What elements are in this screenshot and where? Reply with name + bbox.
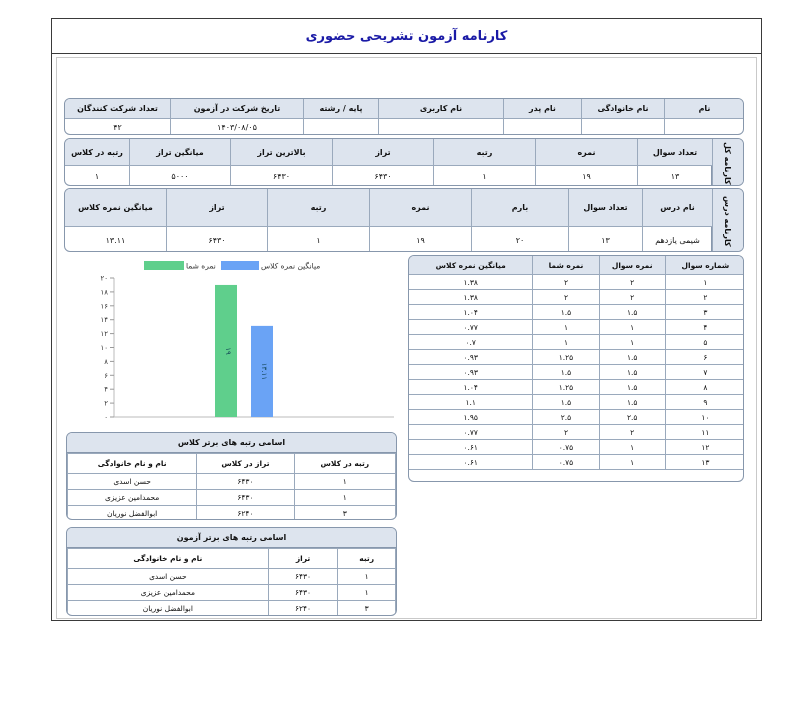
- questions-cell: ۰.۷: [409, 335, 533, 350]
- exam_top-cell: ۱: [338, 569, 396, 585]
- questions-cell: ۰.۷۵: [533, 455, 599, 470]
- table-row: [68, 585, 396, 601]
- y-tick-label: ۲۰: [100, 274, 108, 283]
- y-tick-label: ۱۸: [100, 288, 108, 297]
- exam_top-cell: ۶۴۳۰: [268, 569, 338, 585]
- table-row: [409, 410, 745, 425]
- table-row: [409, 305, 745, 320]
- class_top-cell: ۳: [294, 506, 395, 521]
- questions-cell: ۱.۹۵: [409, 410, 533, 425]
- questions-cell: ۶: [665, 350, 744, 365]
- lesson-values-5: ۶۴۳۰: [167, 227, 268, 252]
- info-values-2: [504, 119, 582, 135]
- info-headers-1: نام خانوادگی: [582, 99, 665, 118]
- info-values-5: ۱۴۰۳/۰۸/۰۵: [171, 119, 304, 135]
- questions-cell: ۲: [599, 275, 665, 290]
- table-row: [409, 320, 745, 335]
- overall-headers-0: تعداد سوال: [638, 139, 713, 165]
- questions-cell: ۰.۶۱: [409, 455, 533, 470]
- questions-cell: ۱: [533, 335, 599, 350]
- questions-cell: ۲: [533, 290, 599, 305]
- class_top-cell: ۱: [294, 474, 395, 490]
- table-row: [409, 350, 745, 365]
- questions-cell: ۵: [665, 335, 744, 350]
- questions-cell: ۱: [599, 335, 665, 350]
- exam_top-cell: ابوالفضل نوریان: [68, 601, 269, 617]
- overall-values-6: ۱: [65, 166, 130, 186]
- questions-cell: ۰.۶۱: [409, 440, 533, 455]
- y-tick-label: ۸: [104, 357, 108, 366]
- exam_top-cell: ۶۲۴۰: [268, 601, 338, 617]
- y-tick-label: ۶: [104, 371, 108, 380]
- lesson-values-0: شیمی یازدهم: [643, 227, 713, 252]
- lesson-headers-2: بارم: [472, 189, 569, 226]
- info-headers-6: تعداد شرکت کنندگان: [65, 99, 171, 118]
- questions-cell: ۱.۵: [533, 305, 599, 320]
- overall-headers-1: نمره: [536, 139, 638, 165]
- y-tick-label: ۲: [104, 399, 108, 408]
- bar-label-1: ۱۳.۱۱: [260, 362, 268, 381]
- table-row: [409, 425, 745, 440]
- questions-cell: ۱: [599, 320, 665, 335]
- questions-cell: ۱.۵: [599, 395, 665, 410]
- info-headers-4: پایه / رشته: [304, 99, 379, 118]
- exam-top-table: [67, 548, 396, 616]
- table-row: [409, 380, 745, 395]
- table-row: [409, 335, 745, 350]
- student-info-values: [65, 118, 744, 135]
- table-row: [409, 395, 745, 410]
- table-row: [68, 490, 396, 506]
- questions-cell: ۱: [533, 320, 599, 335]
- overall-headers-3: تراز: [333, 139, 434, 165]
- overall-values-4: ۶۴۳۰: [231, 166, 333, 186]
- table-row: [409, 440, 745, 455]
- info-values-4: [304, 119, 379, 135]
- questions-cell: ۱.۵: [599, 380, 665, 395]
- lesson-header: [65, 189, 713, 226]
- questions-cell: ۲.۵: [533, 410, 599, 425]
- overall-headers-2: رتبه: [434, 139, 536, 165]
- lesson-headers-3: نمره: [370, 189, 472, 226]
- overall-headers-4: بالاترین تراز: [231, 139, 333, 165]
- table-row: [409, 455, 745, 470]
- questions-cell: ۱: [599, 440, 665, 455]
- class_top-cell: ۶۴۳۰: [197, 474, 294, 490]
- questions-cell: ۲.۵: [599, 410, 665, 425]
- questions-cell: ۱۲: [665, 440, 744, 455]
- questions-cell: ۰.۷۵: [533, 440, 599, 455]
- questions-cell: ۹: [665, 395, 744, 410]
- questions-table: [408, 255, 744, 470]
- questions-cell: ۱.۵: [533, 365, 599, 380]
- lesson-headers-5: تراز: [167, 189, 268, 226]
- lesson-report-box: [64, 188, 744, 252]
- bar-label-0: ۱۹: [224, 347, 232, 355]
- overall-values-2: ۱: [434, 166, 536, 186]
- questions-cell: ۱.۱: [409, 395, 533, 410]
- student-info-box: [64, 98, 744, 135]
- questions-cell: ۲: [533, 425, 599, 440]
- questions-cell: ۷: [665, 365, 744, 380]
- lesson-values-1: ۱۳: [569, 227, 643, 252]
- questions-cell: ۱۰: [665, 410, 744, 425]
- questions-cell: ۰.۹۳: [409, 350, 533, 365]
- questions-cell: ۲: [665, 290, 744, 305]
- exam-top-box: [66, 527, 397, 616]
- info-values-6: ۴۲: [65, 119, 171, 135]
- exam_top-col-header: تراز: [268, 549, 338, 569]
- lesson-headers-6: میانگین نمره کلاس: [65, 189, 167, 226]
- lesson-side-label: کارنامه درس: [711, 189, 743, 252]
- class_top-cell: ۶۲۴۰: [197, 506, 294, 521]
- overall-headers-5: میانگین تراز: [130, 139, 231, 165]
- info-values-1: [582, 119, 665, 135]
- questions-cell: ۱.۳۸: [409, 275, 533, 290]
- questions-cell: ۰.۹۳: [409, 365, 533, 380]
- questions-cell: ۱۱: [665, 425, 744, 440]
- lesson-headers-4: رتبه: [268, 189, 370, 226]
- questions-cell: ۱.۵: [599, 350, 665, 365]
- questions-cell: ۴: [665, 320, 744, 335]
- table-row: [409, 290, 745, 305]
- exam_top-col-header: رتبه: [338, 549, 396, 569]
- legend-swatch-0: [144, 261, 184, 270]
- overall-values: [65, 165, 713, 186]
- lesson-headers-1: تعداد سوال: [569, 189, 643, 226]
- exam_top-cell: ۳: [338, 601, 396, 617]
- class_top-col-header: نام و نام خانوادگی: [68, 454, 197, 474]
- overall-values-5: ۵۰۰۰: [130, 166, 231, 186]
- overall-side-label: کارنامه کل: [711, 139, 743, 186]
- table-row: [68, 506, 396, 521]
- questions-cell: ۱.۰۴: [409, 305, 533, 320]
- class_top-cell: ۱: [294, 490, 395, 506]
- exam_top-cell: ۶۴۳۰: [268, 585, 338, 601]
- class_top-cell: ابوالفضل نوریان: [68, 506, 197, 521]
- student-info-header: [65, 99, 744, 118]
- y-tick-label: ۱۰: [100, 344, 108, 352]
- class-top-title: اسامی رتبه های برتر کلاس: [67, 433, 396, 453]
- info-headers-0: نام: [665, 99, 744, 118]
- info-values-3: [379, 119, 504, 135]
- table-row: [409, 275, 745, 290]
- questions-cell: ۳: [665, 305, 744, 320]
- questions-col-header: نمره سوال: [599, 256, 665, 275]
- table-row: [68, 569, 396, 585]
- exam_top-cell: حسن اسدی: [68, 569, 269, 585]
- lesson-values-6: ۱۳.۱۱: [65, 227, 167, 252]
- class_top-col-header: رتبه در کلاس: [294, 454, 395, 474]
- page-title: کارنامه آزمون تشریحی حضوری: [52, 19, 761, 54]
- y-tick-label: ۴: [104, 385, 108, 394]
- questions-cell: ۱: [599, 455, 665, 470]
- lesson-values-3: ۱۹: [370, 227, 472, 252]
- questions-col-header: شماره سوال: [665, 256, 744, 275]
- class_top-col-header: تراز در کلاس: [197, 454, 294, 474]
- lesson-values-4: ۱: [268, 227, 370, 252]
- questions-cell: ۱.۲۵: [533, 380, 599, 395]
- questions-cell: ۱۳: [665, 455, 744, 470]
- questions-col-header: نمره شما: [533, 256, 599, 275]
- questions-cell: ۰.۷۷: [409, 320, 533, 335]
- lesson-headers-0: نام درس: [643, 189, 713, 226]
- questions-cell: ۸: [665, 380, 744, 395]
- exam_top-col-header: نام و نام خانوادگی: [68, 549, 269, 569]
- overall-values-3: ۶۴۳۰: [333, 166, 434, 186]
- legend-label-1: میانگین نمره کلاس: [261, 261, 321, 271]
- table-row: [409, 365, 745, 380]
- info-headers-3: نام کاربری: [379, 99, 504, 118]
- info-headers-2: نام پدر: [504, 99, 582, 118]
- questions-cell: ۰.۷۷: [409, 425, 533, 440]
- questions-box: [408, 255, 744, 482]
- info-values-0: [665, 119, 744, 135]
- exam_top-cell: محمدامین عزیزی: [68, 585, 269, 601]
- y-tick-label: ۰: [104, 413, 108, 422]
- table-row: [68, 474, 396, 490]
- questions-cell: ۲: [599, 425, 665, 440]
- exam_top-cell: ۱: [338, 585, 396, 601]
- info-headers-5: تاریخ شرکت در آزمون: [171, 99, 304, 118]
- lesson-values-2: ۲۰: [472, 227, 569, 252]
- y-tick-label: ۱۴: [100, 316, 108, 325]
- class_top-cell: محمدامین عزیزی: [68, 490, 197, 506]
- questions-cell: ۲: [533, 275, 599, 290]
- overall-header: [65, 139, 713, 165]
- overall-values-0: ۱۳: [638, 166, 713, 186]
- questions-cell: ۱.۰۴: [409, 380, 533, 395]
- y-tick-label: ۱۶: [100, 302, 108, 311]
- questions-col-header: میانگین نمره کلاس: [409, 256, 533, 275]
- lesson-values: [65, 226, 713, 252]
- questions-cell: ۱: [665, 275, 744, 290]
- class_top-cell: ۶۴۳۰: [197, 490, 294, 506]
- overall-report-box: [64, 138, 744, 186]
- score-chart: [64, 256, 399, 428]
- overall-values-1: ۱۹: [536, 166, 638, 186]
- questions-cell: ۲: [599, 290, 665, 305]
- exam-top-title: اسامی رتبه های برتر آزمون: [67, 528, 396, 548]
- questions-cell: ۱.۵: [599, 305, 665, 320]
- questions-cell: ۱.۳۸: [409, 290, 533, 305]
- overall-headers-6: رتبه در کلاس: [65, 139, 130, 165]
- class-top-box: [66, 432, 397, 520]
- legend-swatch-1: [221, 261, 259, 270]
- questions-cell: ۱.۲۵: [533, 350, 599, 365]
- table-row: [68, 601, 396, 617]
- questions-cell: ۱.۵: [599, 365, 665, 380]
- legend-label-0: نمره شما: [186, 261, 216, 271]
- class_top-cell: حسن اسدی: [68, 474, 197, 490]
- class-top-table: [67, 453, 396, 520]
- y-tick-label: ۱۲: [100, 330, 108, 339]
- questions-cell: ۱.۵: [533, 395, 599, 410]
